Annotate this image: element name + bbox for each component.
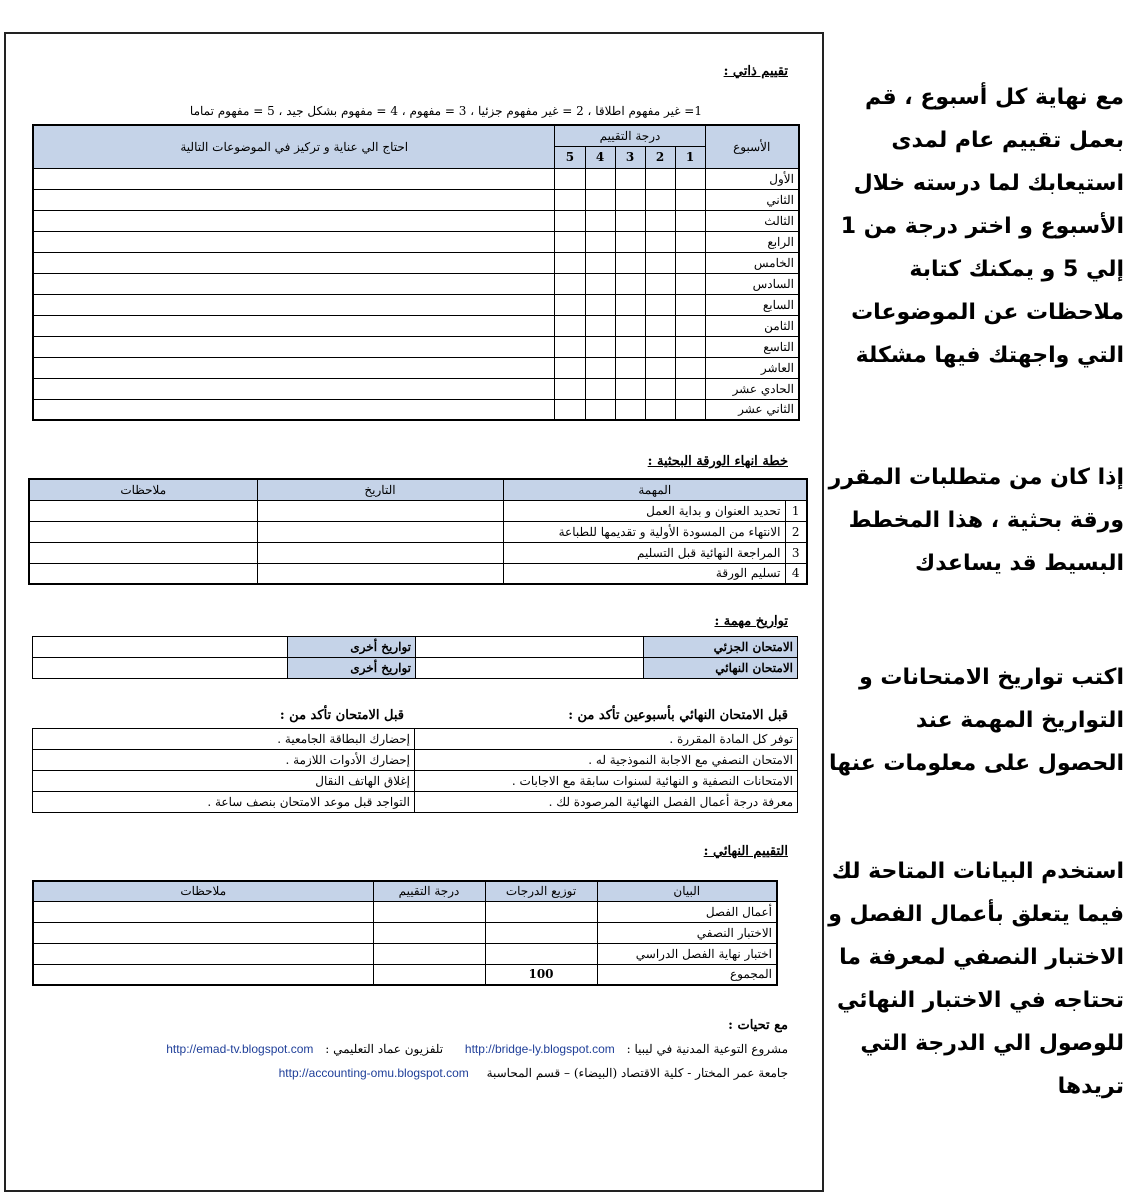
topics-cell[interactable]: [33, 273, 555, 294]
side-note-research: إذا كان من متطلبات المقرر ورقة بحثية ، هذا المخطط البسيط قد يساعدك: [828, 465, 1124, 576]
before-exam-item: إحضارك الأدوات اللازمة .: [33, 750, 415, 771]
other-dates-cell-2[interactable]: [33, 658, 288, 679]
topics-cell[interactable]: [33, 315, 555, 336]
final-label: الامتحان النهائي: [644, 658, 798, 679]
rating-cell[interactable]: [675, 273, 705, 294]
task-number: 3: [785, 542, 807, 563]
rating-cell[interactable]: [555, 168, 585, 189]
rating-cell[interactable]: [645, 399, 675, 420]
grade-cell[interactable]: [373, 943, 485, 964]
rating-cell[interactable]: [585, 252, 615, 273]
task-number: 1: [785, 500, 807, 521]
distribution-cell[interactable]: [485, 922, 597, 943]
before-exam-item: إغلاق الهاتف النقال: [33, 771, 415, 792]
rating-cell[interactable]: [585, 336, 615, 357]
date-cell[interactable]: [257, 521, 503, 542]
project-name: مشروع التوعية المدنية في ليبيا :: [626, 1042, 788, 1056]
week-row: [33, 189, 799, 210]
week-label: الثامن: [705, 315, 799, 336]
col-notes: ملاحظات: [29, 479, 257, 500]
topics-cell[interactable]: [33, 378, 555, 399]
table-row: [29, 563, 807, 584]
week-row: [33, 399, 799, 420]
week-row: [33, 273, 799, 294]
notes-cell[interactable]: [29, 563, 257, 584]
rating-cell[interactable]: [675, 210, 705, 231]
bridge-ly-link[interactable]: http://bridge-ly.blogspot.com: [464, 1042, 615, 1056]
rating-cell[interactable]: [585, 399, 615, 420]
final-eval-table: [32, 880, 778, 986]
rating-cell[interactable]: [585, 378, 615, 399]
week-row: [33, 231, 799, 252]
task-text: تسليم الورقة: [503, 563, 785, 584]
rating-cell[interactable]: [645, 378, 675, 399]
task-text: تحديد العنوان و بداية العمل: [503, 500, 785, 521]
col-distribution: توزيع الدرجات: [485, 881, 597, 901]
side-note-self-eval: مع نهاية كل أسبوع ، قم بعمل تقييم عام لمدى استيعابك لما درسته خلال الأسبوع و اختر درجة من 1 إلي 5 و يمكنك كتابة ملاحظات عن الموضوعات التي واجهتك فيها مشكلة: [840, 85, 1124, 368]
greeting: مع تحيات :: [728, 1018, 788, 1033]
final-row-label: أعمال الفصل: [597, 901, 777, 922]
rating-cell[interactable]: [555, 189, 585, 210]
table-row: [29, 542, 807, 563]
tv-name: تلفزيون عماد التعليمي :: [325, 1042, 444, 1056]
col-date: التاريخ: [257, 479, 503, 500]
rating-cell[interactable]: [585, 357, 615, 378]
topics-cell[interactable]: [33, 210, 555, 231]
other-dates-label-2: تواريخ أخرى: [288, 658, 416, 679]
rating-cell[interactable]: [555, 252, 585, 273]
rating-cell[interactable]: [615, 357, 645, 378]
week-row: [33, 357, 799, 378]
final-row-label: الاختبار النصفي: [597, 922, 777, 943]
distribution-cell[interactable]: [485, 943, 597, 964]
rating-cell[interactable]: [615, 336, 645, 357]
rating-cell[interactable]: [555, 315, 585, 336]
rating-cell[interactable]: [615, 315, 645, 336]
final-row-label: اختبار نهاية الفصل الدراسي: [597, 943, 777, 964]
week-label: السابع: [705, 294, 799, 315]
col-task: المهمة: [503, 479, 807, 500]
rating-cell[interactable]: [555, 378, 585, 399]
col-grade: درجة التقييم: [373, 881, 485, 901]
rating-cell[interactable]: [585, 315, 615, 336]
rating-3: 3: [615, 146, 645, 168]
week-label: الرابع: [705, 231, 799, 252]
notes-cell[interactable]: [29, 542, 257, 563]
other-dates-label-1: تواريخ أخرى: [288, 637, 416, 658]
rating-cell[interactable]: [585, 273, 615, 294]
grade-cell[interactable]: [373, 901, 485, 922]
week-row: [33, 168, 799, 189]
rating-cell[interactable]: [675, 231, 705, 252]
rating-5: 5: [555, 146, 585, 168]
final-notes-cell[interactable]: [33, 964, 373, 985]
table-row: [29, 521, 807, 542]
rating-cell[interactable]: [645, 252, 675, 273]
date-cell[interactable]: [257, 563, 503, 584]
final-notes-cell[interactable]: [33, 943, 373, 964]
task-text: المراجعة النهائية قبل التسليم: [503, 542, 785, 563]
self-eval-heading: تقييم ذاتي :: [723, 64, 788, 79]
total-value: 100: [485, 964, 597, 985]
rating-cell[interactable]: [585, 294, 615, 315]
week-label: الخامس: [705, 252, 799, 273]
rating-cell[interactable]: [615, 231, 645, 252]
footer-line-2: [279, 1066, 788, 1080]
rating-cell[interactable]: [555, 336, 585, 357]
final-notes-cell[interactable]: [33, 901, 373, 922]
week-row: [33, 210, 799, 231]
grade-cell[interactable]: [373, 922, 485, 943]
two-weeks-item: معرفة درجة أعمال الفصل النهائية المرصودة لك .: [415, 792, 798, 813]
date-cell[interactable]: [257, 542, 503, 563]
rating-1: 1: [675, 146, 705, 168]
rating-cell[interactable]: [555, 210, 585, 231]
dates-heading: تواريخ مهمة :: [714, 614, 788, 629]
final-notes-cell[interactable]: [33, 922, 373, 943]
side-note-dates: اكتب تواريخ الامتحانات و التواريخ المهمة عند الحصول على معلومات عنها: [828, 665, 1124, 776]
rating-cell[interactable]: [675, 252, 705, 273]
week-label: التاسع: [705, 336, 799, 357]
self-eval-table: [32, 124, 800, 421]
worksheet-page: [4, 32, 824, 1192]
week-label: الأول: [705, 168, 799, 189]
rating-cell[interactable]: [675, 189, 705, 210]
before-exam-item: إحضارك البطاقة الجامعية .: [33, 729, 415, 750]
rating-cell[interactable]: [645, 336, 675, 357]
rating-cell[interactable]: [675, 315, 705, 336]
rating-cell[interactable]: [555, 231, 585, 252]
plan-heading: خطة انهاء الورقة البحثية :: [647, 454, 788, 469]
rating-scale-legend: 1= غير مفهوم اطلاقا ، 2 = غير مفهوم جزئيا ، 3 = مفهوم ، 4 = مفهوم بشكل جيد ، 5 = مفهوم تماما: [189, 104, 702, 118]
col-rating: درجة التقييم: [555, 125, 705, 146]
rating-cell[interactable]: [645, 168, 675, 189]
accounting-link[interactable]: http://accounting-omu.blogspot.com: [278, 1066, 469, 1080]
rating-cell[interactable]: [585, 210, 615, 231]
checklist-table: [32, 728, 798, 813]
rating-cell[interactable]: [615, 273, 645, 294]
rating-cell[interactable]: [615, 378, 645, 399]
topics-cell[interactable]: [33, 231, 555, 252]
final-date-cell[interactable]: [416, 658, 644, 679]
rating-cell[interactable]: [675, 357, 705, 378]
week-label: الثاني عشر: [705, 399, 799, 420]
rating-cell[interactable]: [585, 231, 615, 252]
grade-cell[interactable]: [373, 964, 485, 985]
topics-cell[interactable]: [33, 357, 555, 378]
university-name: جامعة عمر المختار - كلية الاقتصاد (البيضاء) – قسم المحاسبة: [486, 1066, 788, 1080]
topics-cell[interactable]: [33, 189, 555, 210]
rating-cell[interactable]: [645, 294, 675, 315]
rating-cell[interactable]: [555, 273, 585, 294]
rating-cell[interactable]: [645, 231, 675, 252]
topics-cell[interactable]: [33, 336, 555, 357]
notes-cell[interactable]: [29, 500, 257, 521]
rating-cell[interactable]: [675, 378, 705, 399]
week-label: الثالث: [705, 210, 799, 231]
week-label: السادس: [705, 273, 799, 294]
topics-cell[interactable]: [33, 252, 555, 273]
rating-cell[interactable]: [615, 294, 645, 315]
task-text: الانتهاء من المسودة الأولية و تقديمها للطباعة: [503, 521, 785, 542]
week-row: [33, 252, 799, 273]
distribution-cell[interactable]: [485, 901, 597, 922]
col-topics: احتاج الي عناية و تركيز في الموضوعات التالية: [33, 125, 555, 168]
two-weeks-item: الامتحان النصفي مع الاجابة النموذجية له .: [415, 750, 798, 771]
rating-cell[interactable]: [555, 357, 585, 378]
col-week: الأسبوع: [705, 125, 799, 168]
rating-cell[interactable]: [675, 168, 705, 189]
topics-cell[interactable]: [33, 399, 555, 420]
topics-cell[interactable]: [33, 168, 555, 189]
two-weeks-item: الامتحانات النصفية و النهائية لسنوات سابقة مع الاجابات .: [415, 771, 798, 792]
rating-cell[interactable]: [555, 294, 585, 315]
final-eval-heading: التقييم النهائي :: [703, 844, 788, 859]
footer-line-1: [166, 1042, 788, 1056]
rating-cell[interactable]: [645, 357, 675, 378]
rating-cell[interactable]: [645, 189, 675, 210]
midterm-label: الامتحان الجزئي: [644, 637, 798, 658]
rating-cell[interactable]: [585, 168, 615, 189]
before-exam-heading: قبل الامتحان تأكد من :: [279, 708, 404, 723]
week-label: الثاني: [705, 189, 799, 210]
side-note-final: استخدم البيانات المتاحة لك فيما يتعلق بأعمال الفصل و الاختبار النصفي لمعرفة ما تحتاجه في الاختبار النهائي للوصول الي الدرجة التي تريدها: [828, 859, 1124, 1099]
week-row: [33, 336, 799, 357]
rating-cell[interactable]: [555, 399, 585, 420]
week-row: [33, 315, 799, 336]
week-label: الحادي عشر: [705, 378, 799, 399]
rating-cell[interactable]: [675, 294, 705, 315]
rating-2: 2: [645, 146, 675, 168]
two-weeks-heading: قبل الامتحان النهائي بأسبوعين تأكد من :: [568, 708, 788, 723]
rating-cell[interactable]: [615, 210, 645, 231]
rating-cell[interactable]: [675, 336, 705, 357]
plan-table: [28, 478, 808, 585]
col-item: البيان: [597, 881, 777, 901]
rating-cell[interactable]: [585, 189, 615, 210]
two-weeks-item: توفر كل المادة المقررة .: [415, 729, 798, 750]
rating-4: 4: [585, 146, 615, 168]
other-dates-cell-1[interactable]: [33, 637, 288, 658]
rating-cell[interactable]: [645, 210, 675, 231]
rating-cell[interactable]: [615, 168, 645, 189]
week-label: العاشر: [705, 357, 799, 378]
midterm-date-cell[interactable]: [416, 637, 644, 658]
week-row: [33, 294, 799, 315]
dates-table: [32, 636, 798, 679]
rating-cell[interactable]: [615, 252, 645, 273]
date-cell[interactable]: [257, 500, 503, 521]
rating-cell[interactable]: [645, 273, 675, 294]
task-number: 2: [785, 521, 807, 542]
rating-cell[interactable]: [615, 189, 645, 210]
task-number: 4: [785, 563, 807, 584]
emad-tv-link[interactable]: http://emad-tv.blogspot.com: [166, 1042, 314, 1056]
before-exam-item: التواجد قبل موعد الامتحان بنصف ساعة .: [33, 792, 415, 813]
week-row: [33, 378, 799, 399]
rating-cell[interactable]: [675, 399, 705, 420]
rating-cell[interactable]: [615, 399, 645, 420]
topics-cell[interactable]: [33, 294, 555, 315]
final-row-label: المجموع: [597, 964, 777, 985]
col-final-notes: ملاحظات: [33, 881, 373, 901]
table-row: [29, 500, 807, 521]
rating-cell[interactable]: [645, 315, 675, 336]
notes-cell[interactable]: [29, 521, 257, 542]
